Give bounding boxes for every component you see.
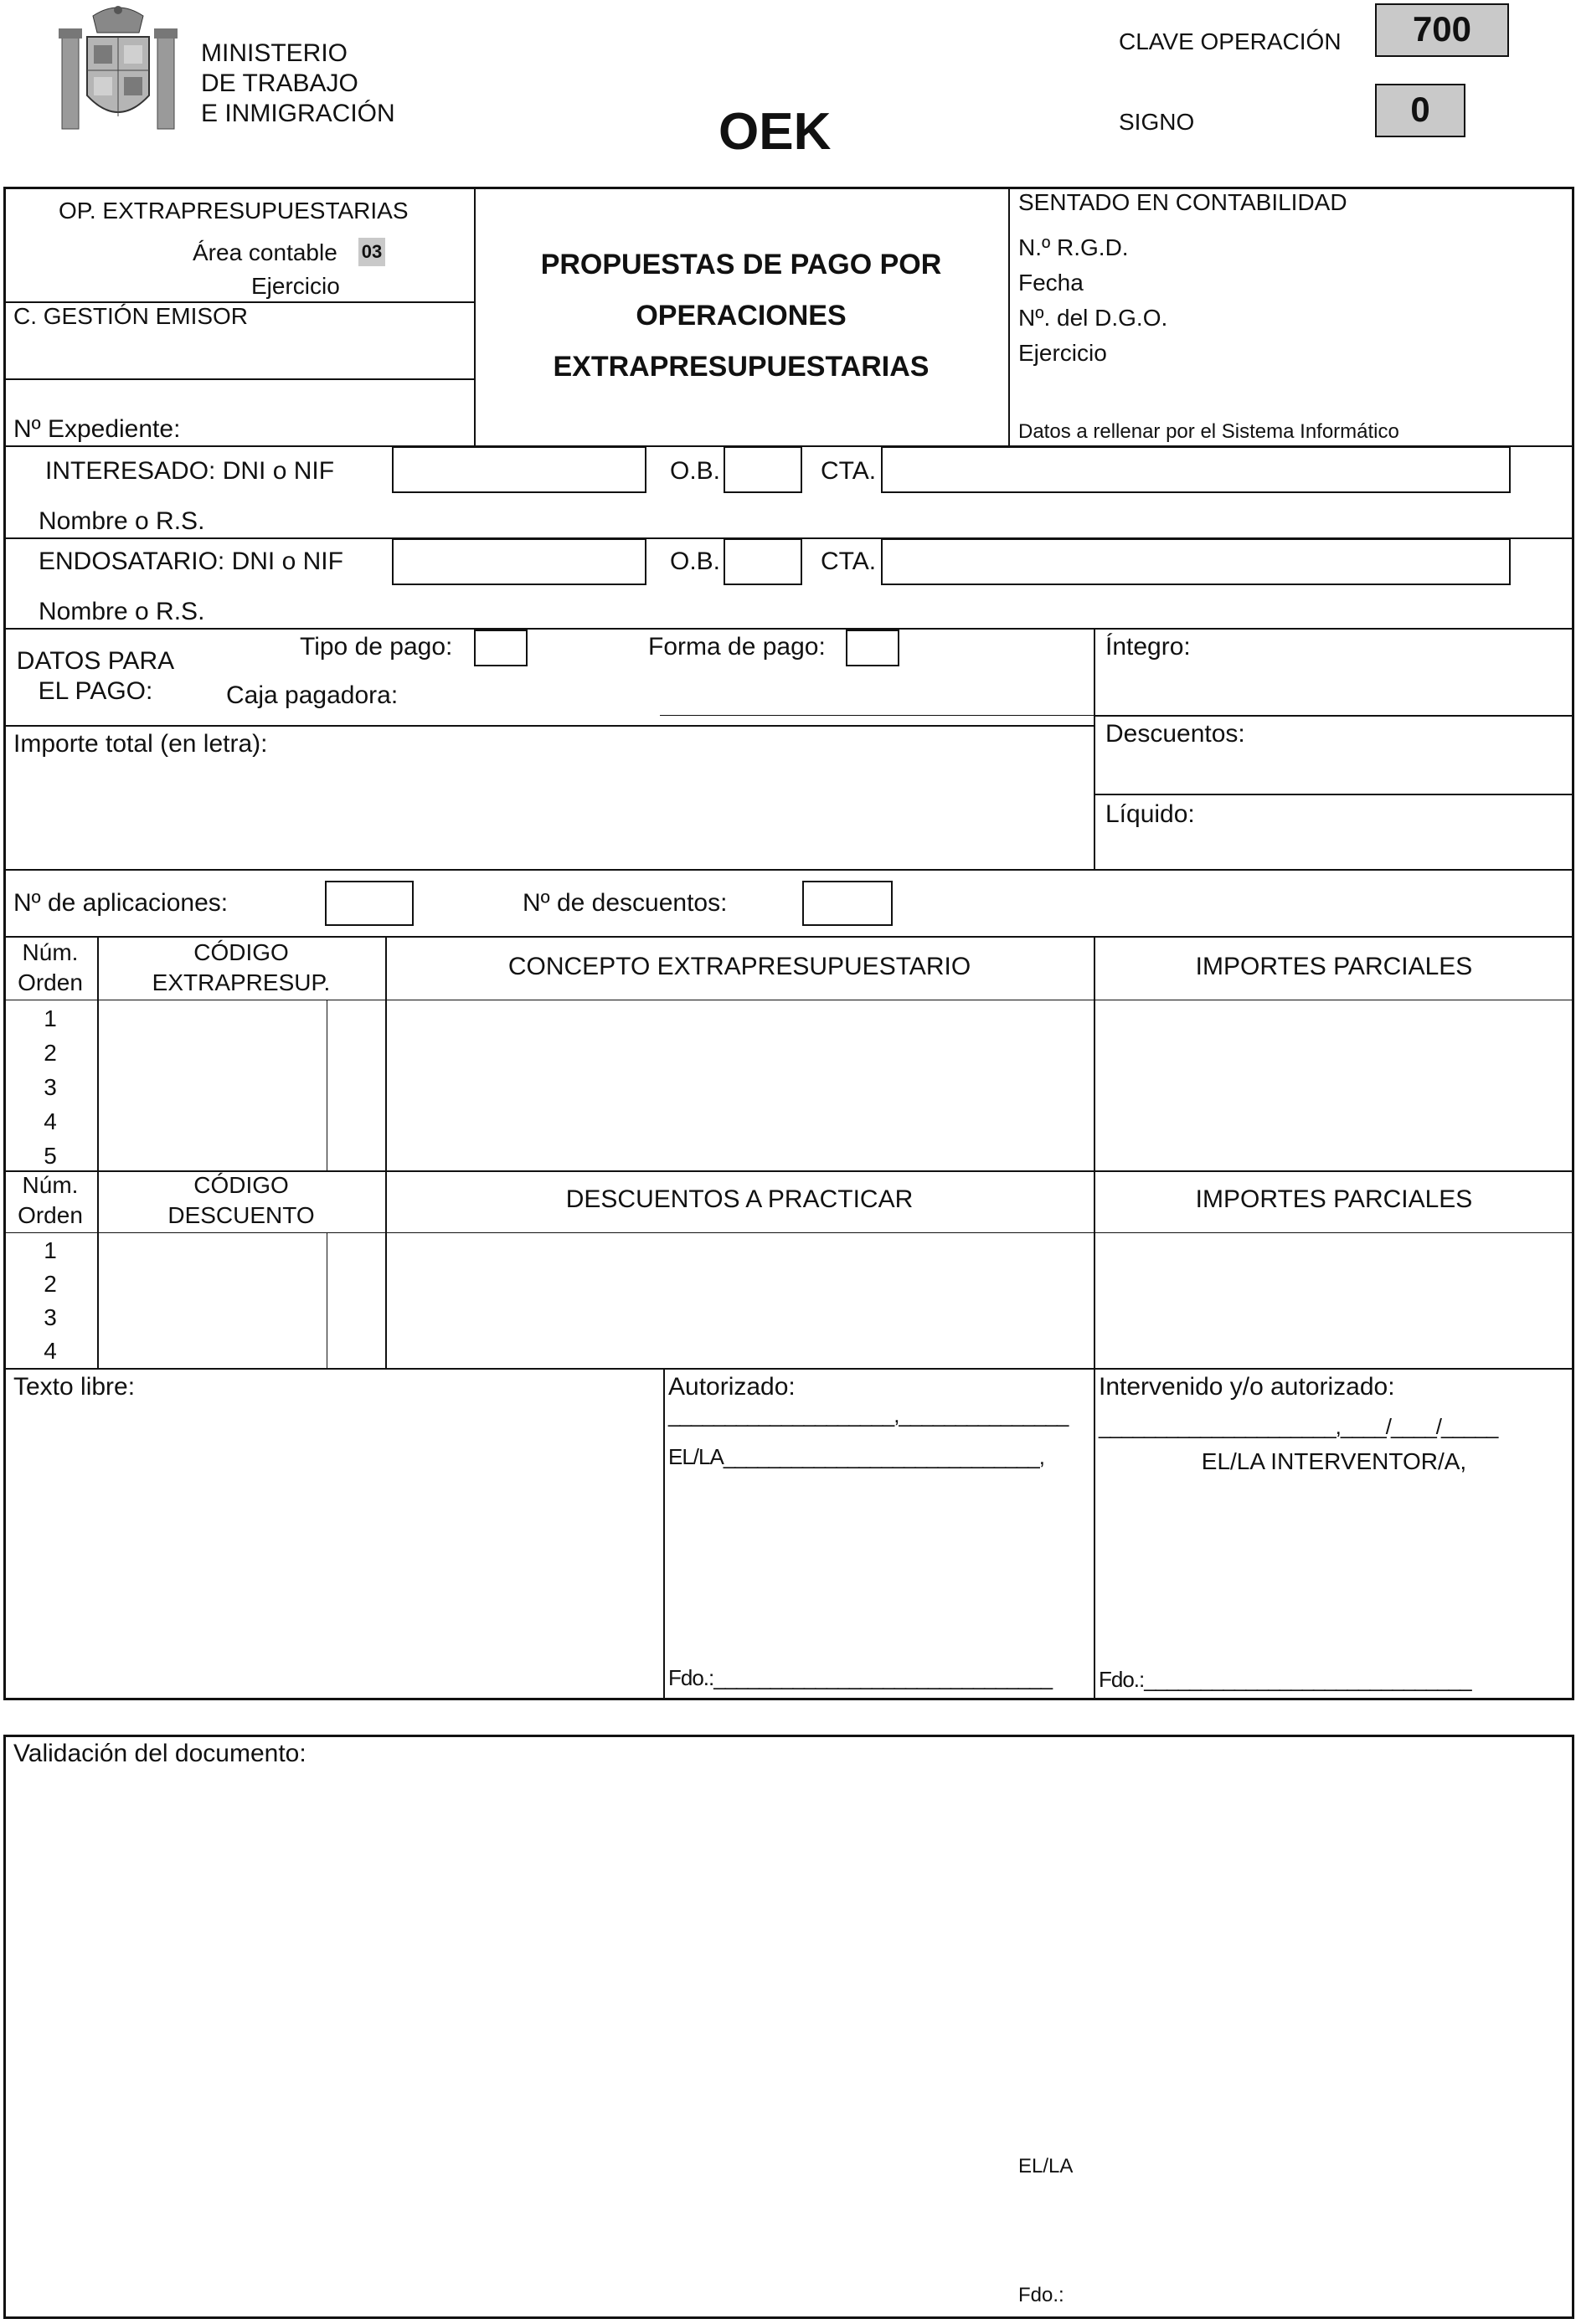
- table1-row-numbers: [3, 1001, 97, 1173]
- tipo-pago-field[interactable]: [474, 630, 528, 666]
- table2-num-header-line-2: Orden: [18, 1202, 83, 1228]
- table2-row-3: 3: [44, 1304, 57, 1330]
- table1-row-4: 4: [44, 1108, 57, 1134]
- table2-code-header: [97, 1170, 385, 1231]
- endosatario-ob-label: O.B.: [670, 548, 721, 575]
- form-title-line-3: EXTRAPRESUPUESTARIAS: [553, 351, 930, 383]
- interventor-label: EL/LA INTERVENTOR/A,: [1201, 1448, 1467, 1474]
- forma-pago-field[interactable]: [846, 630, 899, 666]
- table1-num-header-line-2: Orden: [18, 969, 83, 995]
- table2-num-header-line-1: Núm.: [22, 1172, 79, 1198]
- autorizado-el-line: EL/LA____________________________,: [668, 1444, 1044, 1469]
- table1-code-header-line-1: CÓDIGO: [193, 939, 289, 965]
- texto-libre-label: Texto libre:: [13, 1373, 136, 1401]
- signo-label: SIGNO: [1119, 109, 1195, 135]
- autorizado-fdo-line: Fdo.:______________________________: [668, 1665, 1053, 1690]
- intervenido-fdo-line: Fdo.:_____________________________: [1099, 1667, 1471, 1692]
- table1-code-header-line-2: EXTRAPRESUP.: [152, 969, 331, 995]
- sistema-note: Datos a rellenar por el Sistema Informático: [1018, 420, 1399, 443]
- table1-row-5: 5: [44, 1143, 57, 1169]
- ministry-name: [201, 39, 395, 129]
- fecha-label: Fecha: [1018, 270, 1084, 296]
- area-contable-value: 03: [358, 238, 385, 266]
- rgd-label: N.º R.G.D.: [1018, 234, 1129, 260]
- interesado-cta-field[interactable]: [881, 446, 1511, 493]
- interesado-ob-field[interactable]: [724, 446, 802, 493]
- endosatario-cta-label: CTA.: [821, 548, 877, 575]
- interesado-label: INTERESADO: DNI o NIF: [45, 457, 335, 485]
- endosatario-ob-field[interactable]: [724, 538, 802, 585]
- intervenido-date-line: _____________________,____/____/_____: [1099, 1414, 1498, 1439]
- table1-num-header-line-1: Núm.: [22, 939, 79, 965]
- liquido-label: Líquido:: [1105, 800, 1195, 828]
- expediente-label: Nº Expediente:: [13, 415, 181, 443]
- interesado-cta-label: CTA.: [821, 457, 877, 485]
- table1-num-header: [3, 938, 97, 998]
- aplicaciones-field[interactable]: [325, 881, 414, 926]
- table2-num-header: [3, 1170, 97, 1231]
- table2-code-header-line-1: CÓDIGO: [193, 1172, 289, 1198]
- ministry-line-1: MINISTERIO: [201, 39, 348, 67]
- area-contable-label: Área contable: [193, 239, 337, 265]
- form-code: OEK: [718, 103, 832, 161]
- contabilidad-ejercicio-label: Ejercicio: [1018, 340, 1107, 366]
- table1-concept-header: CONCEPTO EXTRAPRESUPUESTARIO: [507, 953, 971, 980]
- form-title-line-2: OPERACIONES: [636, 300, 847, 332]
- table2-importes-header: IMPORTES PARCIALES: [1195, 1185, 1473, 1213]
- caja-pagadora-label: Caja pagadora:: [226, 681, 399, 709]
- autorizado-date-line: ____________________,_______________: [668, 1402, 1069, 1427]
- num-descuentos-label: Nº de descuentos:: [523, 889, 728, 917]
- datos-pago-line-2: EL PAGO:: [38, 677, 153, 705]
- descuentos-label: Descuentos:: [1105, 720, 1245, 748]
- tipo-pago-label: Tipo de pago:: [300, 633, 453, 661]
- aplicaciones-label: Nº de aplicaciones:: [13, 889, 229, 917]
- endosatario-label: ENDOSATARIO: DNI o NIF: [39, 548, 343, 575]
- gestion-emisor-label: C. GESTIÓN EMISOR: [13, 303, 249, 329]
- op-extrapresupuestarias-title: OP. EXTRAPRESUPUESTARIAS: [59, 198, 409, 224]
- forma-pago-label: Forma de pago:: [648, 633, 826, 661]
- endosatario-nif-field[interactable]: [392, 538, 646, 585]
- clave-operacion-value: 700: [1375, 3, 1509, 57]
- table2-concept-header: DESCUENTOS A PRACTICAR: [565, 1185, 914, 1213]
- ejercicio-label: Ejercicio: [251, 273, 340, 299]
- dgo-label: Nº. del D.G.O.: [1018, 305, 1168, 331]
- endosatario-cta-field[interactable]: [881, 538, 1511, 585]
- table2-row-numbers: [3, 1234, 97, 1368]
- validacion-fdo-label: Fdo.:: [1018, 2284, 1064, 2306]
- table2-row-1: 1: [44, 1237, 57, 1263]
- table2-row-2: 2: [44, 1271, 57, 1297]
- validacion-box: [3, 1735, 1574, 2319]
- signo-value: 0: [1375, 84, 1465, 137]
- clave-operacion-label: CLAVE OPERACIÓN: [1119, 28, 1342, 54]
- validacion-el-label: EL/LA: [1018, 2155, 1074, 2177]
- table1-row-2: 2: [44, 1040, 57, 1066]
- intervenido-label: Intervenido y/o autorizado:: [1099, 1373, 1395, 1401]
- contabilidad-title: SENTADO EN CONTABILIDAD: [1018, 189, 1347, 215]
- datos-pago-line-1: DATOS PARA: [16, 647, 175, 675]
- table2-code-header-line-2: DESCUENTO: [167, 1202, 315, 1228]
- interesado-nombre-label: Nombre o R.S.: [39, 507, 205, 535]
- table2-row-4: 4: [44, 1338, 57, 1364]
- table1-row-1: 1: [44, 1005, 57, 1031]
- interesado-nif-field[interactable]: [392, 446, 646, 493]
- ministry-line-2: DE TRABAJO: [201, 69, 358, 97]
- endosatario-nombre-label: Nombre o R.S.: [39, 598, 205, 625]
- validacion-label: Validación del documento:: [13, 1740, 306, 1767]
- coat-of-arms-icon: [55, 3, 181, 134]
- num-descuentos-field[interactable]: [802, 881, 893, 926]
- table1-importes-header: IMPORTES PARCIALES: [1195, 953, 1473, 980]
- table1-row-3: 3: [44, 1074, 57, 1100]
- importe-letra-label: Importe total (en letra):: [13, 730, 268, 758]
- integro-label: Íntegro:: [1105, 633, 1191, 661]
- ministry-line-3: E INMIGRACIÓN: [201, 100, 395, 127]
- form-title: [474, 239, 1008, 393]
- form-title-line-1: PROPUESTAS DE PAGO POR: [540, 249, 942, 280]
- interesado-ob-label: O.B.: [670, 457, 721, 485]
- datos-pago-label: [12, 646, 179, 707]
- autorizado-label: Autorizado:: [668, 1373, 796, 1401]
- table1-code-header: [97, 938, 385, 998]
